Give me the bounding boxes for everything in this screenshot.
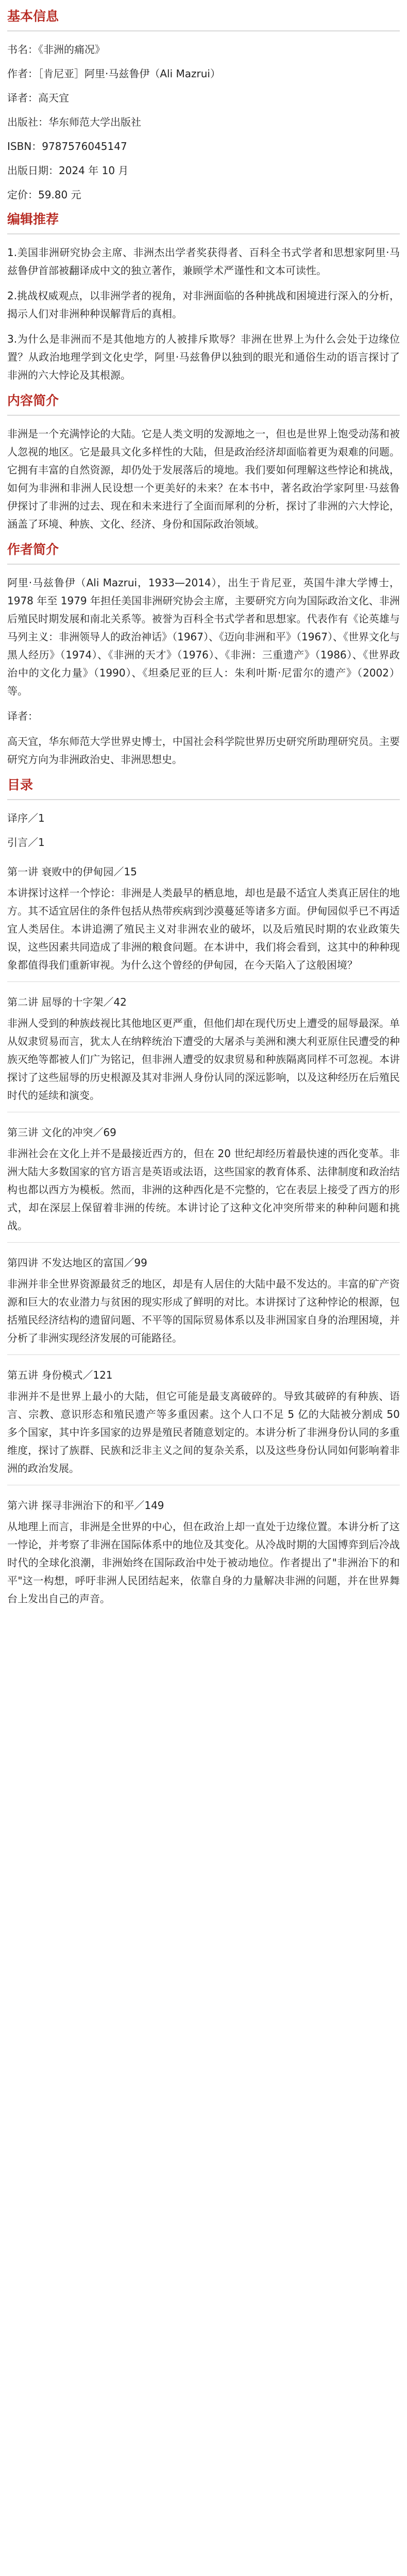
translator-label: 译者： [7,710,38,722]
toc-title: 目录 [7,777,33,792]
chapter-summary: 从地理上而言，非洲是全世界的中心，但在政治上却一直处于边缘位置。本讲分析了这一悖论，并考察了非洲在国际体系中的地位及其变化。从冷战时期的大国博弈到后冷战时代的全球化浪潮，非洲始终在国际政治中处于被动地位。作者提出了"非洲治下的和平"这一构想，呼吁非洲人民团结起来，依靠自身的力量解决非洲的问题，并在世界舞台上发出自己的声音。 [7,1520,400,1605]
toc-section [7,776,400,1608]
divider [7,1242,400,1243]
chapter-title: 第六讲 探寻非洲治下的和平／149 [7,1499,164,1512]
toc-item-preface: 译序／1 [7,812,45,824]
chapter-summary: 非洲并非全世界资源最贫乏的地区，却是有人居住的大陆中最不发达的。丰富的矿产资源和巨大的农业潜力与贫困的现实形成了鲜明的对比。本讲探讨了这种悖论的根源，包括殖民经济结构的遗留问题、不平等的国际贸易体系以及非洲国家自身的治理困境，并分析了非洲实现经济发展的可能路径。 [7,1278,400,1344]
info-price: 定价：59.80 元 [7,189,81,201]
divider [7,799,400,800]
toc-chapter [7,1124,400,1243]
divider [7,1354,400,1355]
toc-chapter [7,1254,400,1355]
info-book-title: 书名：《非洲的痛况》 [7,43,105,56]
toc-chapter [7,863,400,982]
summary-paragraph: 非洲是一个充满悖论的大陆。它是人类文明的发源地之一，但也是世界上饱受动荡和被人忽视的地区。它是最具文化多样性的大陆，但是政治经济却面临着更为艰难的问题。它拥有丰富的自然资源，却仍处于发展落后的境地。我们要如何理解这些悖论和挑战，如何为非洲和非洲人民设想一个更美好的未来？在本书中，著名政治学家阿里·马兹鲁伊探讨了非洲的过去、现在和未来进行了全面而犀利的分析，探讨了非洲的六大悖论，涵盖了环境、种族、文化、经济、身份和国际政治领域。 [7,428,400,530]
chapter-title: 第三讲 文化的冲突／69 [7,1126,116,1139]
translator-paragraph: 高天宜，华东师范大学世界史博士，中国社会科学院世界历史研究所助理研究员。主要研究方向为非洲政治史、非洲思想史。 [7,735,400,766]
info-translator: 译者：高天宜 [7,92,69,104]
info-author: 作者：［肯尼亚］阿里·马兹鲁伊（Ali Mazrui） [7,67,221,80]
recommendation-title: 编辑推荐 [7,212,59,227]
recommendation-paragraph: 3.为什么是非洲而不是其他地方的人被排斥欺辱？非洲在世界上为什么会处于边缘位置？从政治地理学到文化史学，阿里·马兹鲁伊以独到的眼光和通俗生动的语言探讨了非洲的六大悖论及其根源。 [7,333,400,381]
toc-item-intro: 引言／1 [7,836,45,849]
info-publisher: 出版社：华东师范大学出版社 [7,116,141,128]
info-isbn: ISBN：9787576045147 [7,140,127,152]
summary-section [7,392,400,533]
toc-chapter [7,1366,400,1485]
divider [7,981,400,982]
info-publish-date: 出版日期：2024 年 10 月 [7,164,129,177]
summary-title: 内容简介 [7,393,59,408]
author-paragraph: 阿里·马兹鲁伊（Ali Mazrui，1933—2014），出生于肯尼亚，英国牛津大学博士，1978 年至 1979 年担任美国非洲研究协会主席，主要研究方向为国际政治文化、非洲后殖民时期发展和南北关系等。被誉为百科全书式学者和思想家。代表作有《论英雄与马列主义：非洲领导人的政治神话》（1967）、《迈向非洲和平》（1967）、《世界文化与黑人经历》（1974）、《非洲的天才》（1976）、《非洲：三重遗产》（1986）、《世界政治中的文化力量》（1990）、《坦桑尼亚的巨人：朱利叶斯·尼雷尔的遗产》（2002）等。 [7,577,400,697]
divider [7,30,400,31]
chapter-summary: 本讲探讨这样一个悖论：非洲是人类最早的栖息地，却也是最不适宜人类真正居住的地方。其不适宜居住的条件包括从热带疾病到沙漠蔓延等诸多方面。伊甸园似乎已不再适宜人类居住。本讲追溯了殖民主义对非洲农业的破坏，以及后殖民时期的农业政策失误，这些因素共同造成了非洲的粮食问题。在本讲中，我们将会看到，这其中的种种现象都值得我们重新审视。为什么这个曾经的伊甸园，在今天陷入了这般困境？ [7,887,400,971]
recommendation-paragraph: 2.挑战权威观点，以非洲学者的视角，对非洲面临的各种挑战和困境进行深入的分析，揭示人们对非洲种种误解背后的真相。 [7,290,400,320]
divider [7,564,400,565]
toc-chapter [7,993,400,1112]
recommendation-paragraph: 1.美国非洲研究协会主席、非洲杰出学者奖获得者、百科全书式学者和思想家阿里·马兹鲁伊首部被翻译成中文的独立著作，兼顾学术严谨性和文本可读性。 [7,246,400,277]
basic-info-section [7,7,400,204]
chapter-summary: 非洲人受到的种族歧视比其他地区更严重，但他们却在现代历史上遭受的屈辱最深。单从奴隶贸易而言，犹太人在纳粹统治下遭受的大屠杀与美洲和澳大利亚原住民遭受的种族灭绝等都被人们广为铭记，但非洲人遭受的奴隶贸易和种族隔离同样不可忽视。本讲探讨了这些屈辱的历史根源及其对非洲人身份认同的深远影响，以及这种经历在后殖民时代的延续和演变。 [7,1017,400,1101]
chapter-summary: 非洲并不是世界上最小的大陆，但它可能是最支离破碎的。导致其破碎的有种族、语言、宗教、意识形态和殖民遗产等多重因素。这个人口不足 5 亿的大陆被分割成 50 多个国家，其中许多国家的边界是殖民者随意划定的。本讲分析了非洲身份认同的多重维度，探讨了族群、民族和泛非主义之间的复杂关系，以及这些身份认同如何影响着非洲的政治发展。 [7,1390,400,1475]
toc-chapter [7,1497,400,1608]
basic-info-title: 基本信息 [7,9,59,24]
divider [7,415,400,416]
recommendation-section [7,210,400,384]
author-title: 作者简介 [7,542,59,557]
chapter-title: 第四讲 不发达地区的富国／99 [7,1257,147,1269]
chapter-title: 第五讲 身份模式／121 [7,1369,113,1381]
chapter-title: 第二讲 屈辱的十字架／42 [7,996,127,1008]
chapter-summary: 非洲社会在文化上并不是最接近西方的，但在 20 世纪却经历着最快速的西化变革。非洲大陆大多数国家的官方语言是英语或法语，这些国家的教育体系、法律制度和政治结构也都以西方为模板。然而，非洲的这种西化是不完整的，它在表层上接受了西方的形式，却在深层上保留着非洲的传统。本讲讨论了这种文化冲突所带来的种种问题和挑战。 [7,1147,400,1232]
divider [7,233,400,234]
chapter-title: 第一讲 衰败中的伊甸园／15 [7,866,137,878]
author-section [7,540,400,769]
